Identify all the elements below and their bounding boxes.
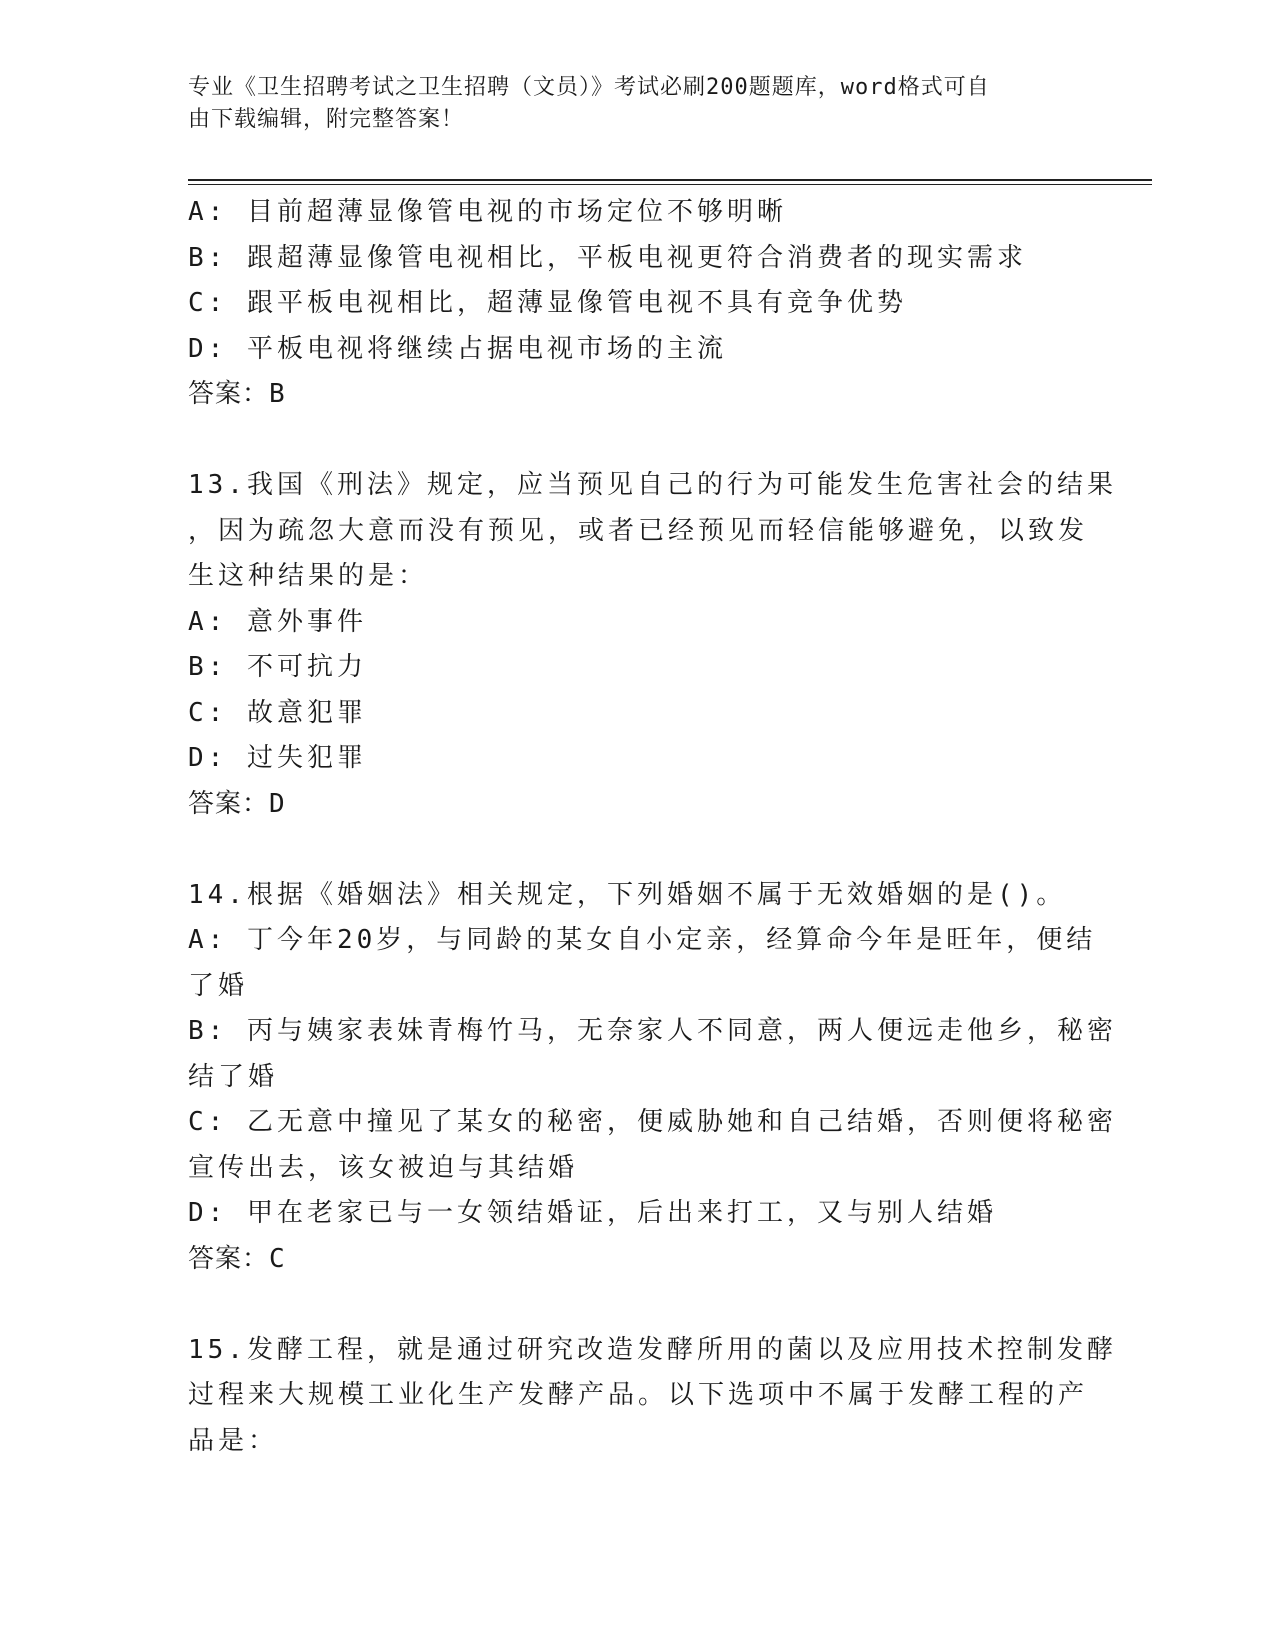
option-c: C: 故意犯罪 xyxy=(188,697,367,728)
option-a: A: 意外事件 xyxy=(188,606,367,637)
answer-line: 答案：D xyxy=(188,788,286,819)
question-content xyxy=(188,190,1117,1464)
option-d: D: 过失犯罪 xyxy=(188,743,367,773)
question-stem-line: 生这种结果的是： xyxy=(188,561,429,591)
spacer xyxy=(188,1282,1088,1328)
spacer xyxy=(188,418,1088,464)
question-stem-line: 13.我国《刑法》规定，应当预见自己的行为可能发生危害社会的结果 xyxy=(188,470,1117,500)
option-b: B: 丙与姨家表妹青梅竹马，无奈家人不同意，两人便远走他乡，秘密 xyxy=(188,1016,1117,1046)
document-header xyxy=(188,72,1068,136)
option-a: A: 目前超薄显像管电视的市场定位不够明晰 xyxy=(188,197,787,227)
question-12-block xyxy=(188,190,1088,418)
option-a: A: 丁今年20岁，与同龄的某女自小定亲，经算命今年是旺年，便结 xyxy=(188,925,1097,955)
answer-line: 答案：B xyxy=(188,379,286,409)
option-d: D: 平板电视将继续占据电视市场的主流 xyxy=(188,333,727,364)
question-14-block xyxy=(188,873,1117,1283)
option-b: B: 不可抗力 xyxy=(188,652,367,682)
header-line: 专业《卫生招聘考试之卫生招聘（文员）》考试必刷200题题库，word格式可自 xyxy=(188,75,990,100)
header-divider-thin xyxy=(188,184,1152,185)
option-a-continued: 了婚 xyxy=(188,970,249,1001)
question-stem-line: 14.根据《婚姻法》相关规定，下列婚姻不属于无效婚姻的是()。 xyxy=(188,879,1067,910)
header-line: 由下载编辑，附完整答案！ xyxy=(188,107,465,132)
question-stem-line: 15.发酵工程，就是通过研究改造发酵所用的菌以及应用技术控制发酵 xyxy=(188,1334,1117,1365)
question-stem-line: ，因为疏忽大意而没有预见，或者已经预见而轻信能够避免，以致发 xyxy=(188,515,1089,546)
question-stem-line: 过程来大规模工业化生产发酵产品。以下选项中不属于发酵工程的产 xyxy=(188,1380,1089,1410)
spacer xyxy=(188,827,1088,873)
option-b-continued: 结了婚 xyxy=(188,1061,279,1092)
option-c: C: 乙无意中撞见了某女的秘密，便威胁她和自己结婚，否则便将秘密 xyxy=(188,1107,1117,1137)
option-c-continued: 宣传出去，该女被迫与其结婚 xyxy=(188,1152,579,1183)
option-c: C: 跟平板电视相比，超薄显像管电视不具有竞争优势 xyxy=(188,288,907,318)
answer-line: 答案：C xyxy=(188,1243,286,1274)
question-15-block xyxy=(188,1328,1117,1465)
header-divider xyxy=(188,179,1152,181)
question-stem-line: 品是： xyxy=(188,1425,279,1456)
option-d: D: 甲在老家已与一女领结婚证，后出来打工，又与别人结婚 xyxy=(188,1198,997,1228)
question-13-block xyxy=(188,463,1117,827)
option-b: B: 跟超薄显像管电视相比，平板电视更符合消费者的现实需求 xyxy=(188,242,1027,273)
